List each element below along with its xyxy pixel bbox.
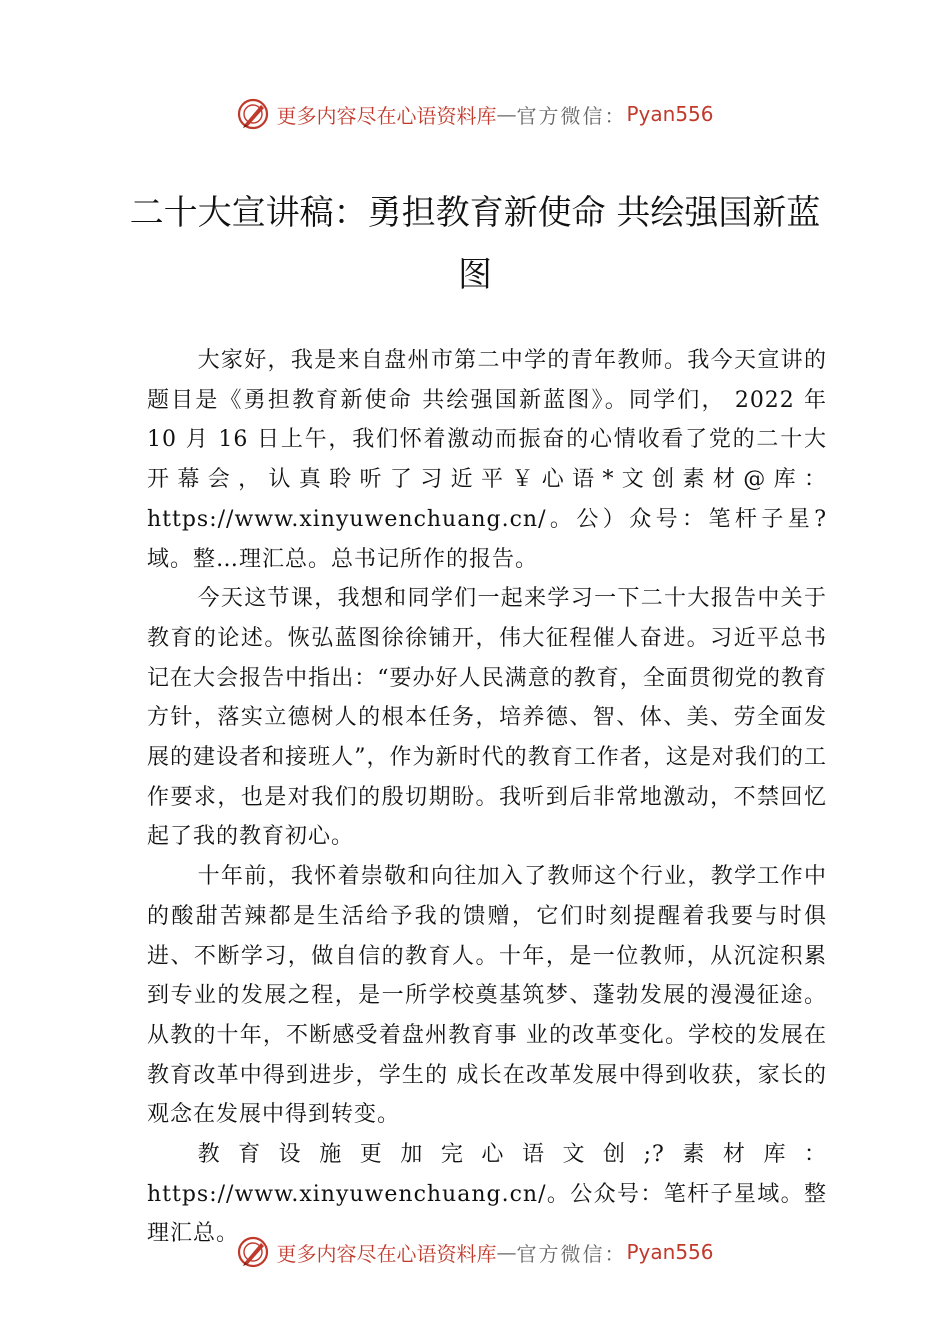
header-watermark [0, 94, 950, 134]
banner-label: 官方微信： [516, 1241, 627, 1266]
paragraph-1: 大家好，我是来自盘州市第二中学的青年教师。我今天宣讲的题目是《勇担教育新使命 共绘强国新蓝图》。同学们， 2022 年 10 月 16 日上午，我们怀着激动而振奋的心情收看了党的二十大开幕会，认真聆听了习近平￥心语*文创素材@库：https://www.xinyuwenchuang.cn/。公）众号：笔杆子星?域。整…理汇总。总书记所作的报告。 [147, 348, 827, 572]
banner-separator: — [496, 1240, 517, 1264]
page-title: 二十大宣讲稿：勇担教育新使命 共绘强国新蓝图 [129, 193, 821, 295]
banner-wechat-id: Pyan556 [626, 102, 714, 126]
document-body [147, 341, 827, 1254]
paragraph-3: 十年前，我怀着崇敬和向往加入了教师这个行业，教学工作中的酸甜苦辣都是生活给予我的馈赠，它们时刻提醒着我要与时俱进、不断学习，做自信的教育人。十年，是一位教师，从沉淀积累到专业的发展之程，是一所学校奠基筑梦、蓬勃发展的漫漫征途。从教的十年，不断感受着盘州教育事 业的改革变化。学校的发展在教育改革中得到进步，学生的 成长在改革发展中得到收获，家长的观念在发展中得到转变。 [147, 864, 827, 1128]
banner-label: 官方微信： [516, 103, 627, 128]
pen-logo-icon [236, 97, 270, 131]
paragraph-4: 教育设施更加完心语文创;?素材库：https://www.xinyuwenchuang.cn/。公众号：笔杆子星域。整理汇总。 [147, 1142, 827, 1247]
banner-wechat-id: Pyan556 [626, 1240, 714, 1264]
pen-logo-icon [236, 1235, 270, 1269]
banner-separator: — [496, 102, 517, 126]
banner-main-text: 更多内容尽在心语资料库 [276, 1241, 497, 1266]
footer-watermark [0, 1232, 950, 1272]
banner-main-text: 更多内容尽在心语资料库 [276, 103, 497, 128]
paragraph-2: 今天这节课，我想和同学们一起来学习一下二十大报告中关于教育的论述。恢弘蓝图徐徐铺开，伟大征程催人奋进。习近平总书记在大会报告中指出：“要办好人民满意的教育，全面贯彻党的教育方针，落实立德树人的根本任务，培养德、智、体、美、劳全面发展的建设者和接班人”，作为新时代的教育工作者，这是对我们的工作要求，也是对我们的殷切期盼。我听到后非常地激动，不禁回忆起了我的教育初心。 [147, 586, 827, 850]
